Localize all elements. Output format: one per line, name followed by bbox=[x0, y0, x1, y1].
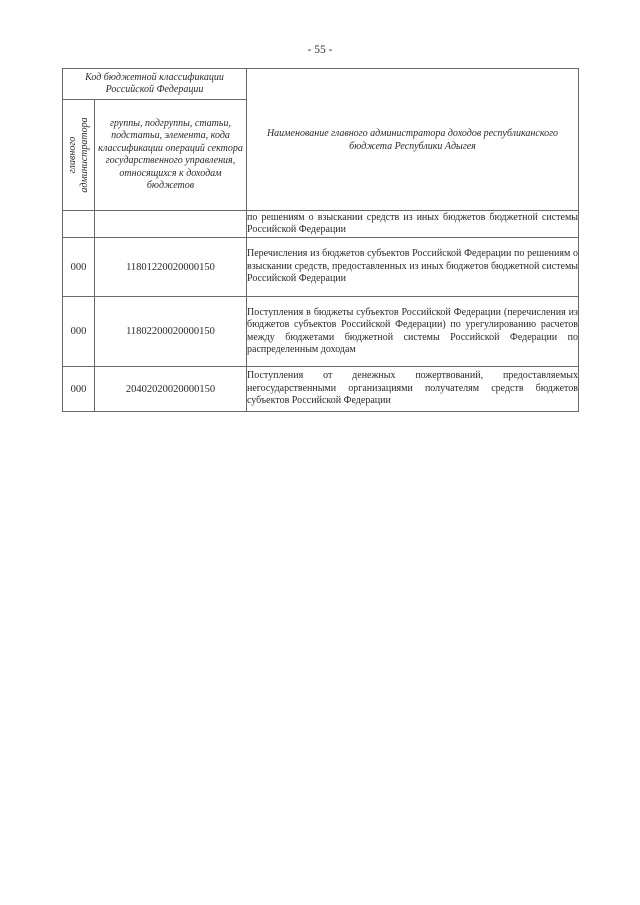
page-number: - 55 - bbox=[307, 44, 333, 56]
table-row bbox=[63, 238, 579, 297]
admin-code-cell: 000 bbox=[63, 238, 95, 297]
revenue-code-cell: 11801220020000150 bbox=[95, 238, 247, 297]
admin-code-cell: 000 bbox=[63, 367, 95, 412]
admin-code-header bbox=[63, 100, 95, 211]
description-cell: Перечисления из бюджетов субъектов Российской Федерации по решениям о взыскании средств, предоставленных из иных бюджетов бюджетной системы Российской Федерации bbox=[247, 238, 579, 297]
revenue-code-header: группы, подгруппы, статьи, подстатьи, элемента, кода классификации операций сектора государственного управления, относящихся к доходам бюджетов bbox=[95, 100, 247, 211]
revenue-code-cell bbox=[95, 211, 247, 238]
revenue-code-cell: 11802200020000150 bbox=[95, 297, 247, 367]
table-row bbox=[63, 297, 579, 367]
revenue-code-cell: 20402020020000150 bbox=[95, 367, 247, 412]
admin-code-cell: 000 bbox=[63, 297, 95, 367]
admin-code-header-label: главного администратора bbox=[66, 117, 90, 193]
table-row bbox=[63, 367, 579, 412]
administrator-name-header: Наименование главного администратора доходов республиканского бюджета Республики Адыгея bbox=[247, 69, 579, 211]
description-cell: Поступления в бюджеты субъектов Российской Федерации (перечисления из бюджетов субъектов Российской Федерации) по урегулированию расчетов между бюджетами бюджетной системы Российской Федерации по распределенным доходам bbox=[247, 297, 579, 367]
description-cell: Поступления от денежных пожертвований, предоставляемых негосударственными организациями получателям средств бюджетов субъектов Российской Федерации bbox=[247, 367, 579, 412]
bcc-group-header: Код бюджетной классификации Российской Федерации bbox=[63, 69, 247, 100]
table-row bbox=[63, 211, 579, 238]
admin-code-cell bbox=[63, 211, 95, 238]
budget-classification-table bbox=[62, 68, 579, 412]
description-cell: по решениям о взыскании средств из иных бюджетов бюджетной системы Российской Федерации bbox=[247, 211, 579, 238]
